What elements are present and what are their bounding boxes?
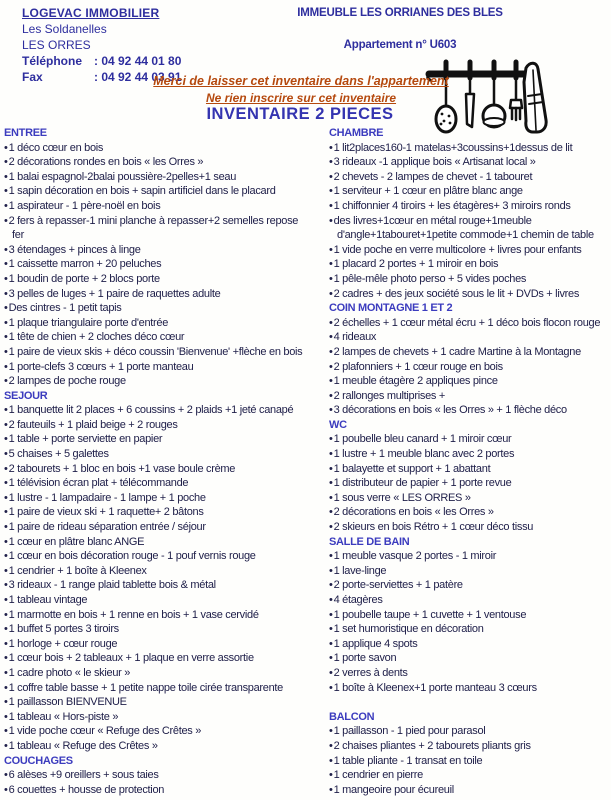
- bullet-icon: •: [4, 433, 8, 446]
- bullet-icon: •: [4, 331, 8, 344]
- item-text: 1 buffet 5 portes 3 tiroirs: [8, 623, 119, 636]
- bullet-icon: •: [329, 360, 333, 373]
- item-text: 1 meuble vasque 2 portes - 1 miroir: [333, 550, 497, 563]
- bullet-icon: •: [4, 652, 8, 665]
- bullet-icon: •: [329, 170, 333, 183]
- section-title-coin-montagne: COIN MONTAGNE 1 ET 2: [329, 302, 453, 315]
- bullet-icon: •: [329, 433, 333, 446]
- bullet-icon: •: [4, 739, 8, 752]
- bullet-icon: •: [329, 199, 333, 212]
- bullet-icon: •: [4, 462, 8, 475]
- inventory-item: [329, 257, 610, 272]
- bullet-icon: •: [4, 681, 8, 694]
- building-name: IMMEUBLE LES ORRIANES DES BLES: [297, 7, 503, 19]
- item-text: 1 lit2places160-1 matelas+3coussins+1dessus de lit: [333, 141, 573, 154]
- item-text: 1 sapin décoration en bois + sapin artificiel dans le placard: [8, 185, 276, 198]
- item-text: 2 lampes de poche rouge: [8, 375, 126, 388]
- bullet-icon: •: [4, 448, 8, 461]
- bullet-icon: •: [4, 564, 8, 577]
- telephone-number: : 04 92 44 01 80: [94, 54, 182, 68]
- item-text: des livres+1cœur en métal rouge+1meuble d'angle+1tabouret+1petite commode+1 chemin de table: [333, 214, 594, 242]
- bullet-icon: •: [4, 185, 8, 198]
- bullet-icon: •: [4, 491, 8, 504]
- bullet-icon: •: [329, 287, 333, 300]
- inventory-item: [329, 360, 610, 375]
- inventory-item: [329, 578, 610, 593]
- item-text: 1 distributeur de papier + 1 porte revue: [333, 477, 512, 490]
- bullet-icon: •: [4, 302, 8, 315]
- inventory-item: [329, 374, 610, 389]
- item-text: 2 porte-serviettes + 1 patère: [333, 579, 463, 592]
- inventory-item: [329, 199, 610, 214]
- bullet-icon: •: [329, 652, 333, 665]
- inventory-item: [4, 505, 304, 520]
- bullet-icon: •: [329, 404, 333, 417]
- bullet-icon: •: [4, 141, 8, 154]
- inventory-item: [4, 330, 304, 345]
- item-text: 2 verres à dents: [333, 666, 408, 679]
- inventory-item: [329, 272, 610, 287]
- item-text: 4 étagères: [333, 594, 383, 606]
- inventory-item: [4, 549, 304, 564]
- inventory-item: [4, 535, 304, 550]
- item-text: 1 mangeoire pour écureuil: [333, 783, 454, 796]
- item-text: 3 rideaux -1 applique bois « Artisanat local »: [333, 156, 536, 169]
- inventory-item: [329, 141, 610, 156]
- item-text: 1 vide poche en verre multicolore + livres pour enfants: [333, 243, 582, 256]
- bullet-icon: •: [4, 608, 8, 621]
- inventory-item: [329, 754, 610, 769]
- bullet-icon: •: [329, 608, 333, 621]
- item-text: 1 lustre - 1 lampadaire - 1 lampe + 1 poche: [8, 491, 206, 504]
- inventory-item: [4, 622, 304, 637]
- bullet-icon: •: [329, 725, 333, 738]
- item-text: 6 alèses +9 oreillers + sous taies: [8, 769, 159, 782]
- section-title-chambre: CHAMBRE: [329, 127, 384, 139]
- bullet-icon: •: [329, 623, 333, 636]
- inventory-item: [329, 637, 610, 652]
- telephone-label: Téléphone: [22, 54, 83, 68]
- inventory-item: [329, 622, 610, 637]
- section-title-sejour: SEJOUR: [4, 389, 48, 402]
- inventory-item: [4, 257, 304, 272]
- bullet-icon: •: [4, 345, 8, 358]
- bullet-icon: •: [329, 754, 333, 767]
- inventory-item: [4, 374, 304, 389]
- inventory-item: [4, 141, 304, 156]
- bullet-icon: •: [329, 389, 333, 402]
- item-text: 1 aspirateur - 1 père-noël en bois: [8, 199, 161, 212]
- item-text: 2 cadres + des jeux société sous le lit + DVDs + livres: [333, 287, 580, 300]
- inventory-item: [4, 608, 304, 623]
- item-text: 1 serviteur + 1 cœur en plâtre blanc ange: [333, 185, 523, 198]
- notice-line-2: Ne rien inscrire sur cet inventaire: [205, 91, 397, 105]
- agency-address-line-1: Les Soldanelles: [22, 22, 107, 36]
- inventory-item: [329, 287, 610, 302]
- inventory-item: [329, 783, 610, 798]
- item-text: 1 tableau « Hors-piste »: [8, 710, 119, 723]
- inventory-item: [4, 243, 304, 258]
- item-text: 1 paillasson BIENVENUE: [8, 696, 127, 709]
- inventory-item: [329, 243, 610, 258]
- inventory-item: [329, 739, 610, 754]
- item-text: 1 poubelle taupe + 1 cuvette + 1 ventouse: [333, 608, 527, 621]
- item-text: 1 banquette lit 2 places + 6 coussins + 2 plaids +1 jeté canapé: [8, 404, 294, 417]
- item-text: 1 lave-linge: [333, 564, 387, 577]
- inventory-item: [4, 199, 304, 214]
- bullet-icon: •: [4, 214, 8, 227]
- bullet-icon: •: [329, 272, 333, 285]
- agency-address-line-2: LES ORRES: [22, 38, 91, 52]
- inventory-item: [329, 184, 610, 199]
- item-text: 2 skieurs en bois Rétro + 1 cœur déco tissu: [333, 521, 534, 534]
- inventory-item: [4, 564, 304, 579]
- bullet-icon: •: [4, 258, 8, 271]
- bullet-icon: •: [329, 156, 333, 169]
- inventory-item: [329, 170, 610, 185]
- bullet-icon: •: [329, 783, 333, 796]
- inventory-item: [4, 724, 304, 739]
- inventory-item: [4, 155, 304, 170]
- bullet-icon: •: [329, 477, 333, 490]
- item-text: 1 déco cœur en bois: [8, 141, 104, 154]
- inventory-item: [4, 170, 304, 185]
- inventory-item: [4, 593, 304, 608]
- item-text: 3 pelles de luges + 1 paire de raquettes adulte: [8, 287, 221, 300]
- bullet-icon: •: [4, 710, 8, 723]
- bullet-icon: •: [4, 170, 8, 183]
- inventory-item: [4, 783, 304, 798]
- inventory-item: [4, 476, 304, 491]
- agency-name: LOGEVAC IMMOBILIER: [22, 6, 160, 20]
- apartment-number: Appartement n° U603: [343, 39, 457, 51]
- inventory-item: [4, 403, 304, 418]
- section-title-wc: WC: [329, 418, 347, 431]
- inventory-item: [4, 432, 304, 447]
- inventory-item: [4, 491, 304, 506]
- item-text: 1 paillasson - 1 pied pour parasol: [333, 725, 486, 738]
- item-text: 1 set humoristique en décoration: [333, 623, 484, 636]
- inventory-item: [329, 316, 610, 331]
- bullet-icon: •: [4, 637, 8, 650]
- document-title: INVENTAIRE 2 PIECES: [206, 105, 394, 123]
- inventory-item: [4, 272, 304, 287]
- bullet-icon: •: [4, 594, 8, 606]
- bullet-icon: •: [4, 769, 8, 782]
- bullet-icon: •: [4, 696, 8, 709]
- inventory-item: [329, 462, 610, 477]
- item-text: 2 plafonniers + 1 cœur rouge en bois: [333, 360, 503, 373]
- fax-number: : 04 92 44 03 91: [94, 70, 182, 84]
- inventory-item: [329, 403, 610, 418]
- inventory-item: [4, 462, 304, 477]
- bullet-icon: •: [329, 681, 333, 694]
- item-text: 1 sous verre « LES ORRES »: [333, 491, 471, 504]
- right-column: [329, 126, 610, 797]
- item-text: 3 étendages + pinces à linge: [8, 243, 141, 256]
- item-text: 1 boudin de porte + 2 blocs porte: [8, 272, 160, 285]
- inventory-item: [4, 739, 304, 754]
- bullet-icon: •: [329, 550, 333, 563]
- inventory-item: [4, 710, 304, 725]
- section-wc: [329, 418, 610, 535]
- bullet-icon: •: [329, 243, 333, 256]
- item-text: 1 vide poche cœur « Refuge des Crêtes »: [8, 725, 202, 738]
- bullet-icon: •: [4, 521, 8, 534]
- bullet-icon: •: [4, 199, 8, 212]
- item-text: 1 porte savon: [333, 652, 397, 665]
- inventory-item: [329, 476, 610, 491]
- fax-label: Fax: [22, 70, 43, 84]
- bullet-icon: •: [4, 404, 8, 417]
- bullet-icon: •: [329, 185, 333, 198]
- item-text: 1 placard 2 portes + 1 miroir en bois: [333, 258, 499, 271]
- bullet-icon: •: [4, 375, 8, 388]
- item-text: 1 lustre + 1 meuble blanc avec 2 portes: [333, 448, 515, 461]
- item-text: 4 rideaux: [333, 331, 377, 344]
- bullet-icon: •: [4, 535, 8, 548]
- bullet-icon: •: [4, 477, 8, 490]
- item-text: 1 paire de vieux ski + 1 raquette+ 2 bâtons: [8, 506, 204, 519]
- bullet-icon: •: [4, 725, 8, 738]
- item-text: 2 chevets - 2 lampes de chevet - 1 tabouret: [333, 170, 533, 183]
- item-text: 1 tête de chien + 2 cloches déco cœur: [8, 331, 185, 344]
- inventory-item: [4, 447, 304, 462]
- inventory-item: [329, 564, 610, 579]
- item-text: 5 chaises + 5 galettes: [8, 448, 109, 461]
- inventory-item: [4, 287, 304, 302]
- item-text: 2 chaises pliantes + 2 tabourets pliants gris: [333, 739, 531, 752]
- inventory-item: [4, 360, 304, 375]
- item-text: 3 décorations en bois « les Orres » + 1 flèche déco: [333, 404, 567, 417]
- inventory-item: [329, 447, 610, 462]
- left-column: [4, 126, 304, 797]
- item-text: 2 lampes de chevets + 1 cadre Martine à la Montagne: [333, 345, 581, 358]
- item-text: 1 marmotte en bois + 1 renne en bois + 1 vase cervidé: [8, 608, 259, 621]
- inventory-item: [4, 418, 304, 433]
- inventory-item: [4, 637, 304, 652]
- section-salle-de-bain: [329, 535, 610, 696]
- bullet-icon: •: [329, 214, 333, 227]
- bullet-icon: •: [329, 331, 333, 344]
- bullet-icon: •: [329, 316, 333, 329]
- bullet-icon: •: [329, 637, 333, 650]
- item-text: 1 cœur en plâtre blanc ANGE: [8, 535, 145, 548]
- bullet-icon: •: [329, 769, 333, 782]
- bullet-icon: •: [4, 156, 8, 169]
- bullet-icon: •: [4, 243, 8, 256]
- bullet-icon: •: [329, 141, 333, 154]
- item-text: 1 balayette et support + 1 abattant: [333, 462, 491, 475]
- inventory-item: [329, 432, 610, 447]
- inventory-item: [329, 651, 610, 666]
- item-text: 1 chiffonnier 4 tiroirs + les étagères+ 3 miroirs ronds: [333, 199, 571, 212]
- item-text: 1 poubelle bleu canard + 1 miroir cœur: [333, 433, 512, 446]
- inventory-item: [329, 666, 610, 681]
- item-text: 1 tableau vintage: [8, 594, 88, 606]
- inventory-item: [4, 666, 304, 681]
- building-block: [250, 5, 550, 53]
- inventory-item: [4, 578, 304, 593]
- item-text: 1 balai espagnol-2balai poussière-2pelles+1 seau: [8, 170, 237, 183]
- item-text: 1 paire de vieux skis + déco coussin 'Bienvenue' +flèche en bois: [8, 345, 303, 358]
- bullet-icon: •: [329, 564, 333, 577]
- inventory-item: [4, 695, 304, 710]
- inventory-item: [329, 505, 610, 520]
- item-text: 1 tableau « Refuge des Crêtes »: [8, 739, 158, 752]
- item-text: 6 couettes + housse de protection: [8, 783, 165, 796]
- section-spacer: [329, 695, 610, 710]
- item-text: 1 cœur en bois décoration rouge - 1 pouf vernis rouge: [8, 550, 256, 563]
- agency-block: [22, 5, 181, 85]
- bullet-icon: •: [329, 594, 333, 606]
- bullet-icon: •: [4, 579, 8, 592]
- section-title-balcon: BALCON: [329, 710, 375, 723]
- bullet-icon: •: [329, 448, 333, 461]
- item-text: 1 cadre photo « le skieur »: [8, 666, 131, 679]
- inventory-item: [4, 651, 304, 666]
- bullet-icon: •: [4, 418, 8, 431]
- bullet-icon: •: [329, 506, 333, 519]
- inventory-item: [4, 214, 304, 243]
- inventory-item: [329, 389, 610, 404]
- item-text: 2 échelles + 1 cœur métal écru + 1 déco bois flocon rouge: [333, 316, 601, 329]
- inventory-item: [329, 608, 610, 623]
- section-balcon: [329, 710, 610, 798]
- notice-line-1: Merci de laisser cet inventaire dans l'appartement: [153, 74, 449, 88]
- inventory-item: [329, 330, 610, 345]
- inventory-item: [329, 345, 610, 360]
- inventory-item: [329, 520, 610, 535]
- item-text: 1 paire de rideau séparation entrée / séjour: [8, 521, 206, 534]
- item-text: 1 horloge + cœur rouge: [8, 637, 118, 650]
- section-couchages: [4, 754, 304, 798]
- item-text: 1 cœur bois + 2 tableaux + 1 plaque en verre assortie: [8, 652, 254, 665]
- section-title-entree: ENTREE: [4, 127, 47, 139]
- section-title-salle-de-bain: SALLE DE BAIN: [329, 535, 410, 548]
- bullet-icon: •: [4, 623, 8, 636]
- bullet-icon: •: [329, 666, 333, 679]
- bullet-icon: •: [4, 666, 8, 679]
- item-text: 1 télévision écran plat + télécommande: [8, 477, 189, 490]
- bullet-icon: •: [329, 375, 333, 388]
- item-text: 1 table + porte serviette en papier: [8, 433, 163, 446]
- item-text: 2 décorations en bois « les Orres »: [333, 506, 494, 519]
- section-chambre: [329, 126, 610, 301]
- item-text: 1 table pliante - 1 transat en toile: [333, 754, 483, 767]
- inventory-item: [329, 214, 610, 243]
- item-text: 1 cendrier + 1 boîte à Kleenex: [8, 564, 147, 577]
- item-text: 1 applique 4 spots: [333, 637, 418, 650]
- section-sejour: [4, 389, 304, 754]
- inventory-item: [329, 491, 610, 506]
- item-text: 1 plaque triangulaire porte d'entrée: [8, 316, 169, 329]
- bullet-icon: •: [329, 258, 333, 271]
- bullet-icon: •: [329, 521, 333, 534]
- inventory-item: [4, 520, 304, 535]
- bullet-icon: •: [329, 345, 333, 358]
- inventory-item: [4, 184, 304, 199]
- inventory-item: [329, 681, 610, 696]
- item-text: 2 fauteuils + 1 plaid beige + 2 rouges: [8, 418, 178, 431]
- inventory-item: [4, 345, 304, 360]
- item-text: 2 rallonges multiprises +: [333, 389, 445, 402]
- item-text: 1 porte-clefs 3 cœurs + 1 porte manteau: [8, 360, 194, 373]
- item-text: 1 caissette marron + 20 peluches: [8, 258, 162, 271]
- bullet-icon: •: [4, 506, 8, 519]
- bullet-icon: •: [329, 739, 333, 752]
- inventory-item: [4, 316, 304, 331]
- item-text: 1 boîte à Kleenex+1 porte manteau 3 cœurs: [333, 681, 537, 694]
- inventory-item: [329, 155, 610, 170]
- telephone-line: [22, 53, 181, 69]
- item-text: Des cintres - 1 petit tapis: [8, 302, 122, 315]
- bullet-icon: •: [4, 550, 8, 563]
- inventory-item: [4, 681, 304, 696]
- inventory-item: [329, 593, 610, 608]
- item-text: 3 rideaux - 1 range plaid tablette bois & métal: [8, 579, 216, 592]
- bullet-icon: •: [329, 462, 333, 475]
- bullet-icon: •: [4, 316, 8, 329]
- section-coin-montagne: [329, 301, 610, 418]
- inventory-item: [329, 724, 610, 739]
- bullet-icon: •: [329, 491, 333, 504]
- item-text: 2 fers à repasser-1 mini planche à repasser+2 semelles repose fer: [8, 214, 299, 242]
- item-text: 2 décorations rondes en bois « les Orres »: [8, 156, 204, 169]
- bullet-icon: •: [329, 579, 333, 592]
- inventory-item: [329, 549, 610, 564]
- section-entree: [4, 126, 304, 389]
- item-text: 2 tabourets + 1 bloc en bois +1 vase boule crème: [8, 462, 236, 475]
- inventory-item: [4, 301, 304, 316]
- item-text: 1 pêle-mêle photo perso + 5 vides poches: [333, 272, 527, 285]
- inventory-item: [4, 768, 304, 783]
- bullet-icon: •: [4, 783, 8, 796]
- bullet-icon: •: [4, 272, 8, 285]
- section-title-couchages: COUCHAGES: [4, 754, 73, 767]
- bullet-icon: •: [4, 360, 8, 373]
- item-text: 1 coffre table basse + 1 petite nappe toile cirée transparente: [8, 681, 283, 694]
- inventory-item: [329, 768, 610, 783]
- item-text: 1 meuble étagère 2 appliques pince: [333, 375, 498, 388]
- bullet-icon: •: [4, 287, 8, 300]
- item-text: 1 cendrier en pierre: [333, 769, 423, 782]
